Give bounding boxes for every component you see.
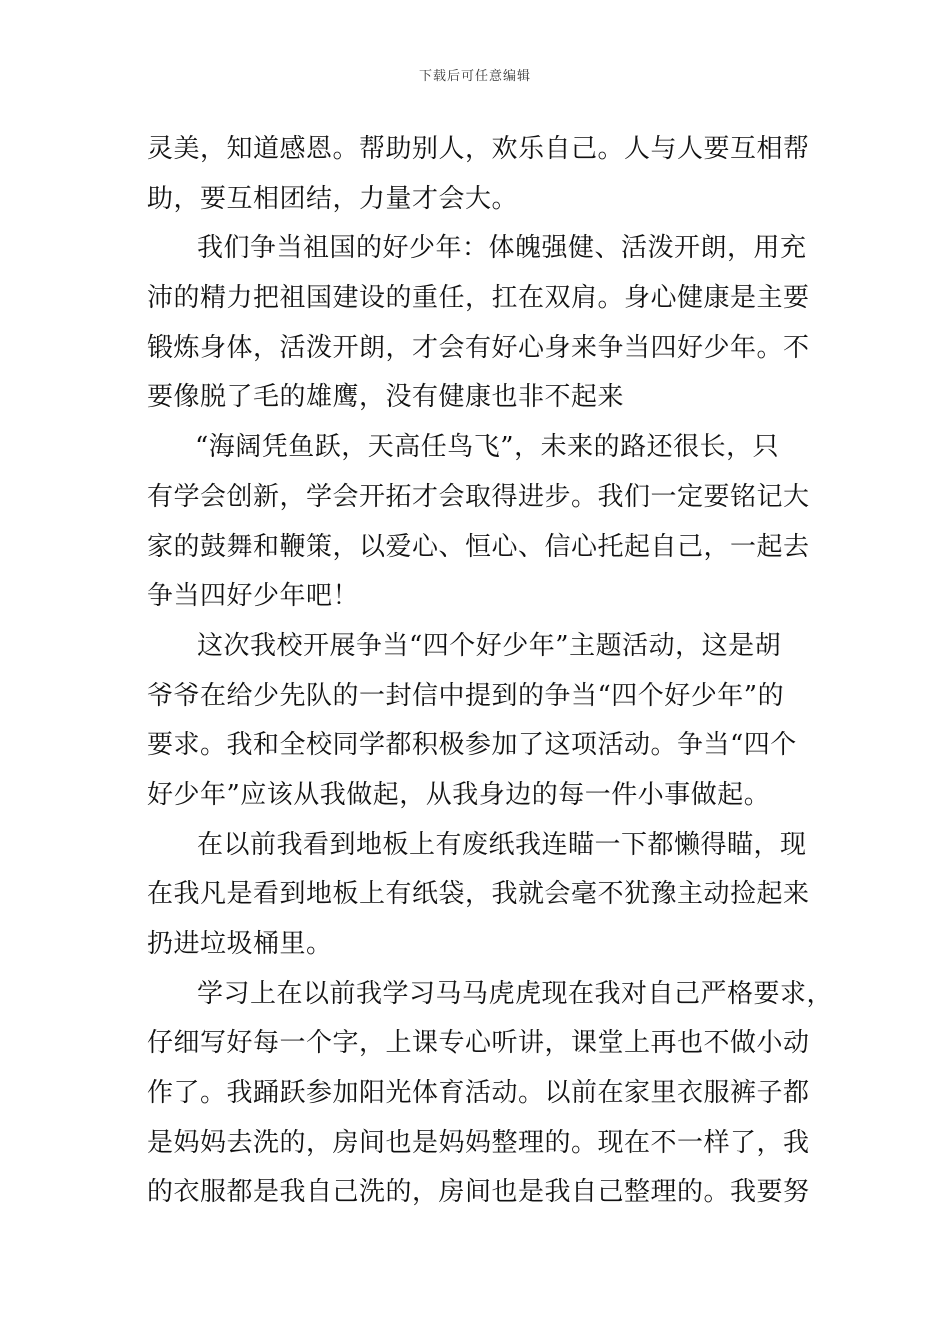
text-line: 争当四好少年吧！ <box>147 581 360 612</box>
text-line: 扔进垃圾桶里。 <box>147 929 333 959</box>
text-line: 是妈妈去洗的，房间也是妈妈整理的。现在不一样了，我 <box>147 1127 810 1158</box>
text-line: 要像脱了毛的雄鹰，没有健康也非不起来 <box>147 382 625 413</box>
text-line: 学习上在以前我学习马马虎虎现在我对自己严格要求， <box>197 978 834 1009</box>
text-line: 这次我校开展争当“四个好少年”主题活动，这是胡 <box>197 630 782 661</box>
text-line: 作了。我踊跃参加阳光体育活动。以前在家里衣服裤子都 <box>147 1078 810 1109</box>
text-line: 要求。我和全校同学都积极参加了这项活动。争当“四个 <box>147 730 797 761</box>
text-line: 在我凡是看到地板上有纸袋，我就会毫不犹豫主动捡起来 <box>147 879 810 910</box>
text-line: 有学会创新，学会开拓才会取得进步。我们一定要铭记大 <box>147 481 810 512</box>
text-line: 爷爷在给少先队的一封信中提到的争当“四个好少年”的 <box>147 680 785 711</box>
text-line: 沛的精力把祖国建设的重任，扛在双肩。身心健康是主要 <box>147 283 810 314</box>
text-line: 助，要互相团结，力量才会大。 <box>147 183 519 214</box>
text-line: 锻炼身体，活泼开朗，才会有好心身来争当四好少年。不 <box>147 332 810 363</box>
body-text <box>147 125 834 1218</box>
text-line: 的衣服都是我自己洗的，房间也是我自己整理的。我要努 <box>147 1177 810 1208</box>
text-line: 好少年”应该从我做起，从我身边的每一件小事做起。 <box>147 779 771 810</box>
text-line: 在以前我看到地板上有废纸我连瞄一下都懒得瞄，现 <box>197 829 807 860</box>
header-note: 下载后可任意编辑 <box>418 69 531 84</box>
text-line: 家的鼓舞和鞭策，以爱心、恒心、信心托起自己，一起去 <box>147 531 810 562</box>
text-line: “海阔凭鱼跃，天高任鸟飞”，未来的路还很长，只 <box>195 432 780 463</box>
text-line: 仔细写好每一个字，上课专心听讲，课堂上再也不做小动 <box>147 1028 810 1059</box>
text-line: 灵美，知道感恩。帮助别人，欢乐自己。人与人要互相帮 <box>147 134 810 164</box>
text-line: 我们争当祖国的好少年：体魄强健、活泼开朗，用充 <box>197 233 807 264</box>
